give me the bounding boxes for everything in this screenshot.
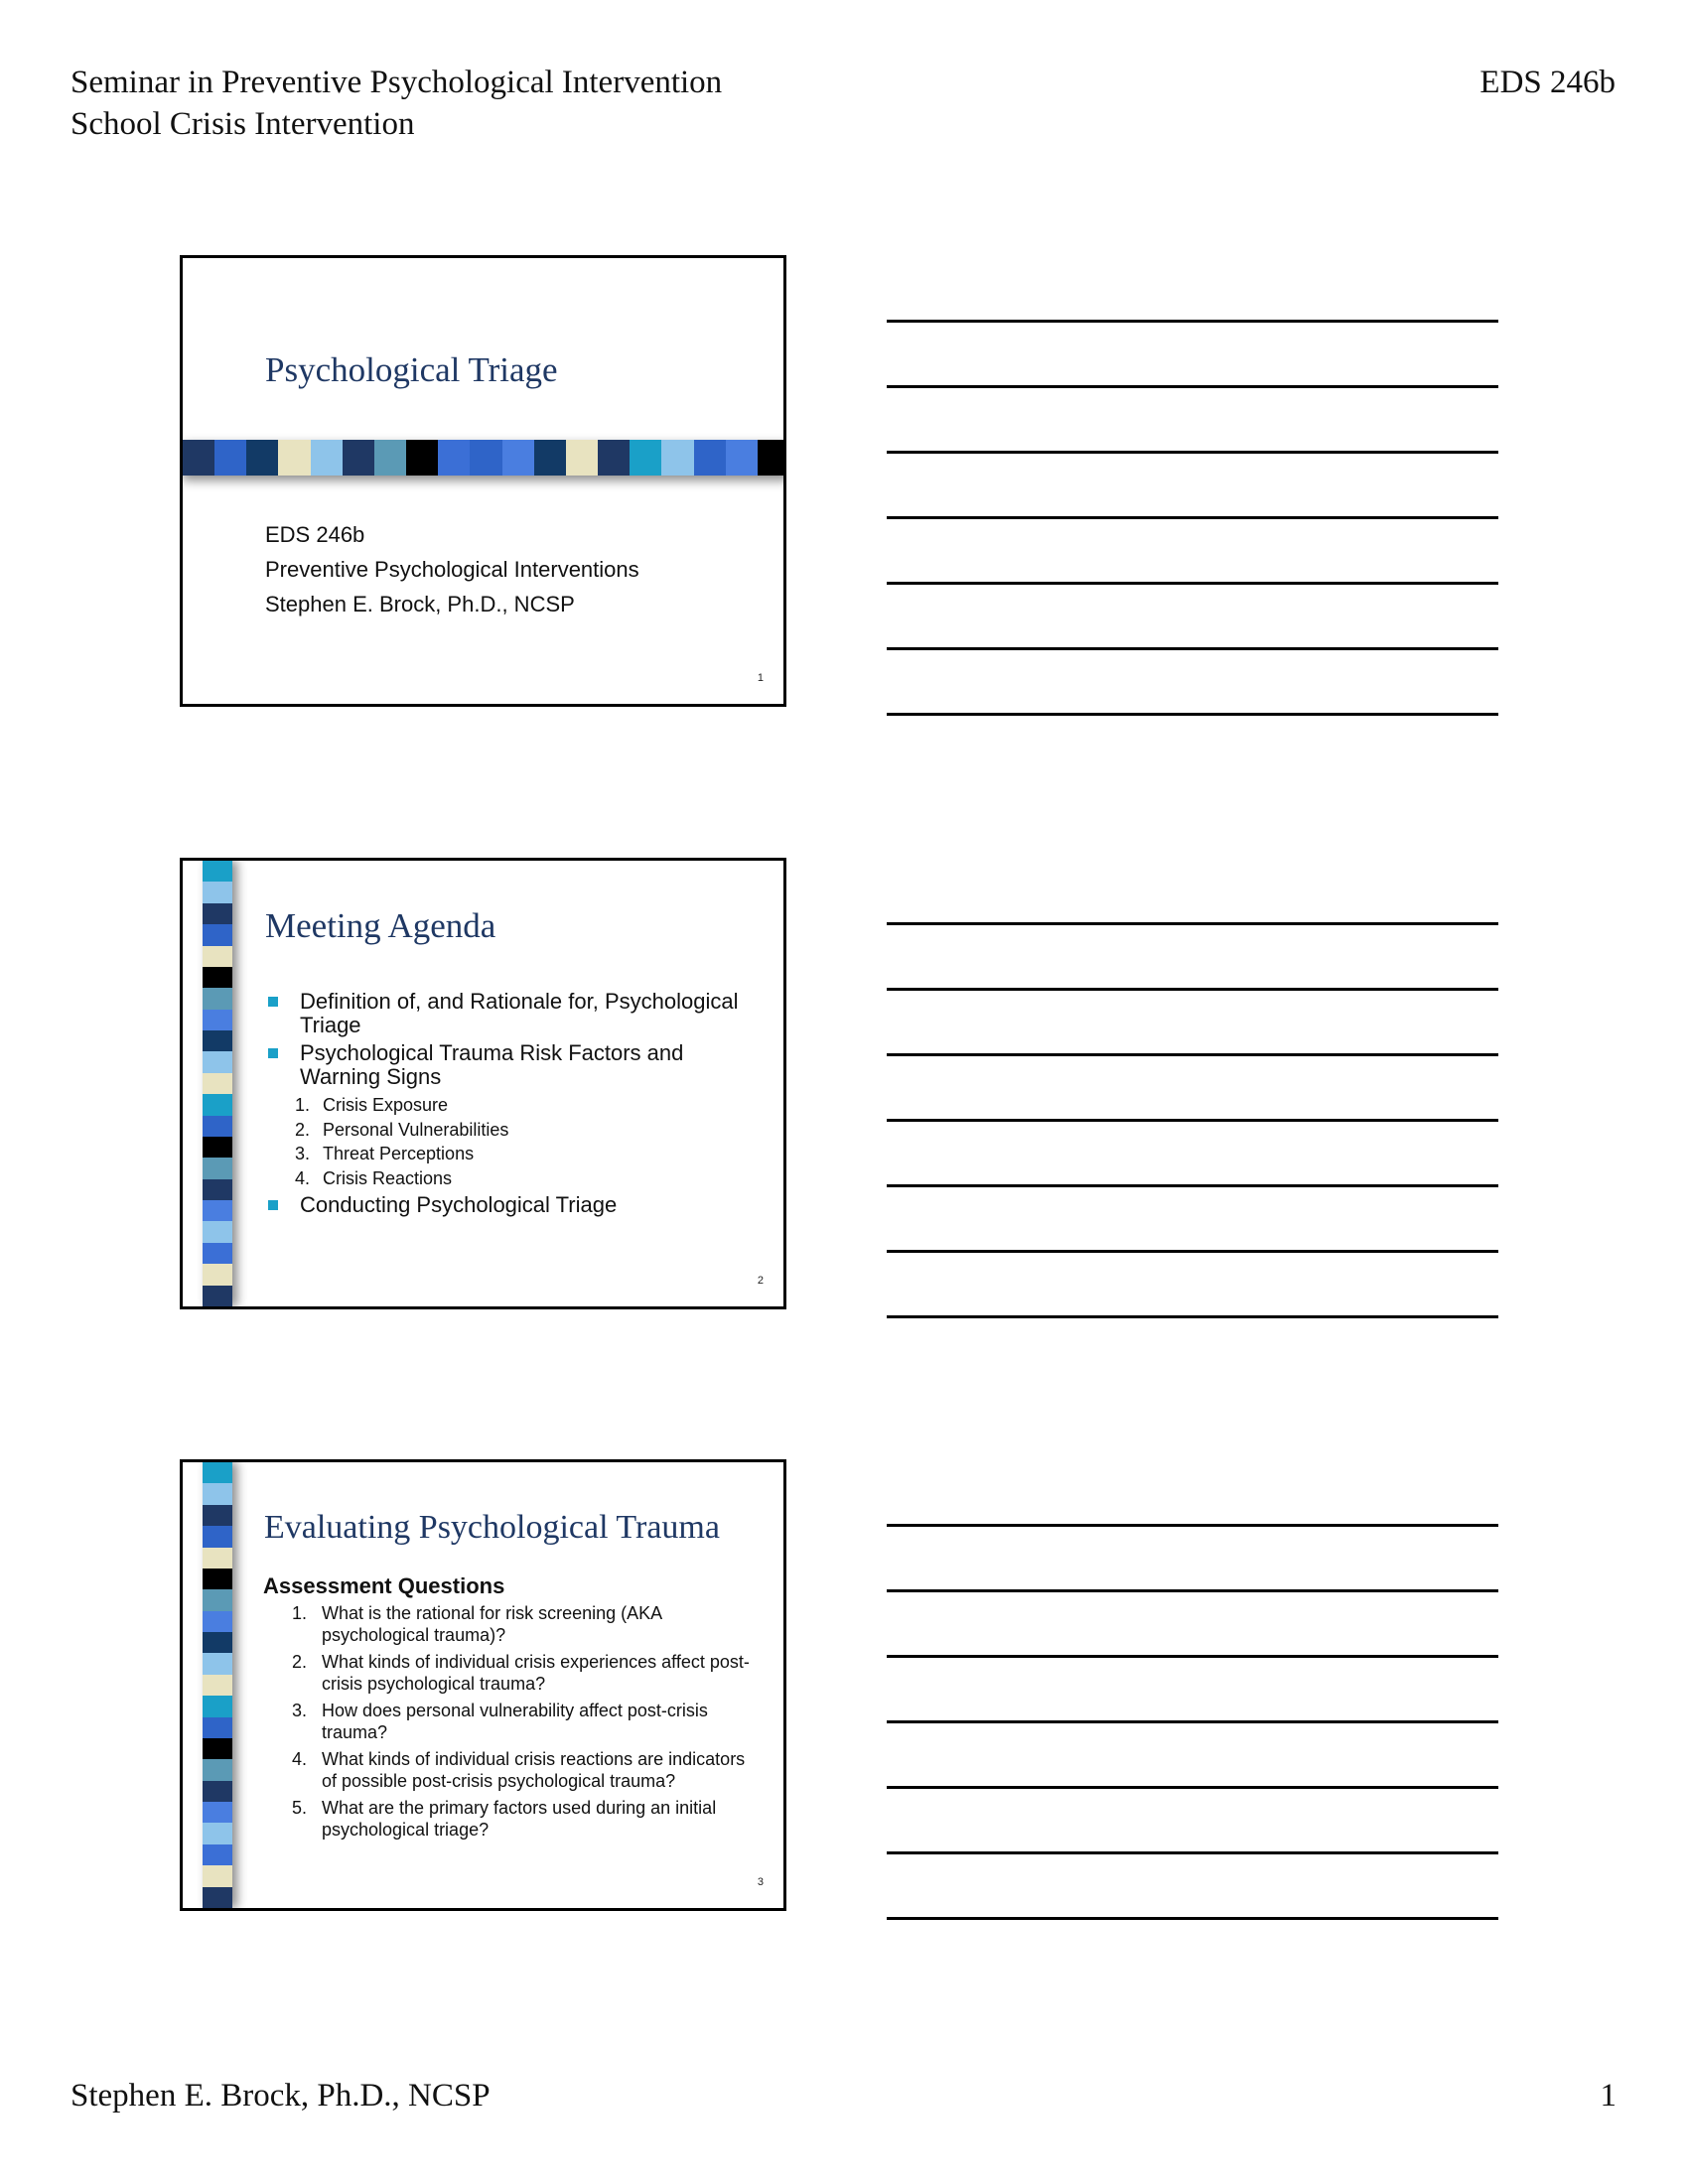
stripe-segment bbox=[203, 1010, 232, 1030]
list-item-text: What is the rational for risk screening (AKA psychological trauma)? bbox=[322, 1603, 662, 1645]
slide-number: 3 bbox=[757, 1876, 764, 1888]
stripe-segment bbox=[203, 1264, 232, 1285]
slide-thumbnail-2 bbox=[180, 858, 786, 1309]
note-line bbox=[887, 1851, 1498, 1854]
stripe-segment bbox=[203, 1696, 232, 1716]
list-item-text: What kinds of individual crisis experiences affect post-crisis psychological trauma? bbox=[322, 1652, 750, 1694]
slide-subtitle bbox=[265, 517, 639, 621]
stripe-segment bbox=[203, 1675, 232, 1696]
sub-list-item-text: Personal Vulnerabilities bbox=[323, 1119, 509, 1140]
stripe-segment bbox=[203, 1200, 232, 1221]
stripe-segment bbox=[203, 1051, 232, 1072]
sub-list-item-text: Crisis Exposure bbox=[323, 1095, 449, 1115]
note-line bbox=[887, 320, 1498, 323]
stripe-segment bbox=[203, 1243, 232, 1264]
stripe-segment bbox=[203, 1030, 232, 1051]
stripe-segment bbox=[203, 1116, 232, 1137]
stripe-segment bbox=[203, 967, 232, 988]
stripe-segment bbox=[203, 1802, 232, 1823]
stripe-segment bbox=[203, 1221, 232, 1242]
note-line bbox=[887, 451, 1498, 454]
stripe-segment bbox=[438, 440, 470, 476]
slide-thumbnail-1 bbox=[180, 255, 786, 707]
stripe-segment bbox=[203, 1653, 232, 1674]
stripe-segment bbox=[694, 440, 726, 476]
note-line bbox=[887, 1786, 1498, 1789]
header-course-subtitle: School Crisis Intervention bbox=[70, 106, 415, 142]
note-line bbox=[887, 1524, 1498, 1527]
stripe-segment bbox=[203, 946, 232, 967]
subtitle-line: Preventive Psychological Interventions bbox=[265, 557, 639, 582]
slide-number: 1 bbox=[757, 672, 764, 684]
note-line bbox=[887, 922, 1498, 925]
slide-title: Meeting Agenda bbox=[265, 906, 496, 945]
sub-list-item bbox=[265, 1166, 762, 1191]
item-number: 1. bbox=[292, 1603, 308, 1623]
item-number: 3. bbox=[295, 1144, 311, 1163]
stripe-segment bbox=[502, 440, 534, 476]
stripe-segment bbox=[203, 1738, 232, 1759]
list-item bbox=[292, 1700, 764, 1743]
stripe-segment bbox=[726, 440, 758, 476]
item-number: 2. bbox=[292, 1652, 308, 1672]
stripe-segment bbox=[203, 1505, 232, 1526]
stripe-segment bbox=[374, 440, 406, 476]
square-bullet-icon bbox=[268, 1200, 278, 1210]
slide-thumbnail-3 bbox=[180, 1459, 786, 1911]
header-course-title: Seminar in Preventive Psychological Intervention bbox=[70, 65, 723, 100]
stripe-segment bbox=[311, 440, 343, 476]
list-item-text: How does personal vulnerability affect post-crisis trauma? bbox=[322, 1701, 708, 1742]
sub-list-item bbox=[265, 1118, 762, 1143]
stripe-segment bbox=[203, 1073, 232, 1094]
sub-list-item bbox=[265, 1142, 762, 1166]
stripe-segment bbox=[214, 440, 246, 476]
note-line bbox=[887, 385, 1498, 388]
question-list bbox=[292, 1602, 764, 1845]
stripe-segment bbox=[203, 988, 232, 1009]
stripe-segment bbox=[246, 440, 278, 476]
decorative-stripe bbox=[203, 861, 232, 1306]
note-line bbox=[887, 1655, 1498, 1658]
slide-number: 2 bbox=[757, 1275, 764, 1287]
note-line bbox=[887, 1119, 1498, 1122]
note-line bbox=[887, 1315, 1498, 1318]
item-number: 5. bbox=[292, 1798, 308, 1818]
stripe-segment bbox=[758, 440, 786, 476]
note-line bbox=[887, 1250, 1498, 1253]
stripe-segment bbox=[203, 1158, 232, 1178]
list-item bbox=[292, 1651, 764, 1695]
item-number: 2. bbox=[295, 1119, 311, 1140]
list-item-text: What are the primary factors used during an initial psychological triage? bbox=[322, 1798, 717, 1840]
note-line bbox=[887, 1720, 1498, 1723]
stripe-segment bbox=[203, 1286, 232, 1306]
section-heading: Assessment Questions bbox=[263, 1573, 505, 1598]
footer-author: Stephen E. Brock, Ph.D., NCSP bbox=[70, 2078, 491, 2114]
subtitle-line: Stephen E. Brock, Ph.D., NCSP bbox=[265, 592, 575, 616]
stripe-segment bbox=[470, 440, 501, 476]
stripe-segment bbox=[203, 1611, 232, 1632]
square-bullet-icon bbox=[268, 997, 278, 1007]
stripe-segment bbox=[566, 440, 598, 476]
stripe-segment bbox=[203, 1548, 232, 1569]
stripe-segment bbox=[343, 440, 374, 476]
stripe-segment bbox=[406, 440, 438, 476]
stripe-segment bbox=[203, 1632, 232, 1653]
stripe-segment bbox=[203, 1569, 232, 1589]
stripe-segment bbox=[203, 1717, 232, 1738]
stripe-segment bbox=[203, 1179, 232, 1200]
list-item bbox=[265, 990, 762, 1037]
item-number: 4. bbox=[292, 1749, 308, 1769]
list-item-text: Conducting Psychological Triage bbox=[300, 1192, 618, 1217]
stripe-segment bbox=[203, 1483, 232, 1504]
list-item bbox=[265, 1193, 762, 1217]
stripe-segment bbox=[203, 882, 232, 902]
decorative-stripe bbox=[183, 440, 786, 476]
stripe-segment bbox=[203, 1887, 232, 1908]
item-number: 1. bbox=[295, 1095, 311, 1115]
note-line bbox=[887, 1053, 1498, 1056]
stripe-segment bbox=[203, 924, 232, 945]
footer-page-number: 1 bbox=[1600, 2078, 1617, 2114]
item-number: 4. bbox=[295, 1167, 311, 1188]
subtitle-line: EDS 246b bbox=[265, 522, 365, 547]
stripe-segment bbox=[630, 440, 661, 476]
header-course-code: EDS 246b bbox=[1479, 65, 1616, 100]
stripe-segment bbox=[203, 1462, 232, 1483]
stripe-segment bbox=[203, 1759, 232, 1780]
list-item bbox=[292, 1797, 764, 1841]
item-number: 3. bbox=[292, 1701, 308, 1720]
list-item-text: What kinds of individual crisis reactions are indicators of possible post-crisis psychological trauma? bbox=[322, 1749, 746, 1791]
stripe-segment bbox=[203, 861, 232, 882]
stripe-segment bbox=[534, 440, 566, 476]
list-item bbox=[292, 1602, 764, 1646]
stripe-segment bbox=[203, 1589, 232, 1610]
note-line bbox=[887, 1589, 1498, 1592]
sub-list-item bbox=[265, 1093, 762, 1118]
list-item bbox=[292, 1748, 764, 1792]
square-bullet-icon bbox=[268, 1048, 278, 1058]
stripe-segment bbox=[203, 1526, 232, 1547]
note-line bbox=[887, 713, 1498, 716]
stripe-segment bbox=[203, 1094, 232, 1115]
page-header-title bbox=[70, 62, 722, 145]
slide-title: Evaluating Psychological Trauma bbox=[264, 1509, 720, 1546]
note-line bbox=[887, 988, 1498, 991]
stripe-segment bbox=[278, 440, 310, 476]
sub-list-item-text: Threat Perceptions bbox=[323, 1144, 475, 1163]
slide-title: Psychological Triage bbox=[265, 350, 558, 389]
agenda-list bbox=[265, 990, 762, 1221]
stripe-segment bbox=[203, 1844, 232, 1865]
note-line bbox=[887, 1184, 1498, 1187]
sub-list-item-text: Crisis Reactions bbox=[323, 1167, 453, 1188]
list-item-text: Psychological Trauma Risk Factors and Warning Signs bbox=[300, 1040, 684, 1089]
stripe-segment bbox=[661, 440, 693, 476]
stripe-segment bbox=[203, 1823, 232, 1843]
decorative-stripe bbox=[203, 1462, 232, 1908]
stripe-segment bbox=[203, 1137, 232, 1158]
stripe-segment bbox=[183, 440, 214, 476]
stripe-segment bbox=[598, 440, 630, 476]
note-line bbox=[887, 582, 1498, 585]
stripe-segment bbox=[203, 1865, 232, 1886]
list-item bbox=[265, 1041, 762, 1089]
note-line bbox=[887, 516, 1498, 519]
note-line bbox=[887, 1917, 1498, 1920]
note-line bbox=[887, 647, 1498, 650]
list-item-text: Definition of, and Rationale for, Psychological Triage bbox=[300, 989, 739, 1037]
stripe-segment bbox=[203, 1781, 232, 1802]
stripe-segment bbox=[203, 903, 232, 924]
